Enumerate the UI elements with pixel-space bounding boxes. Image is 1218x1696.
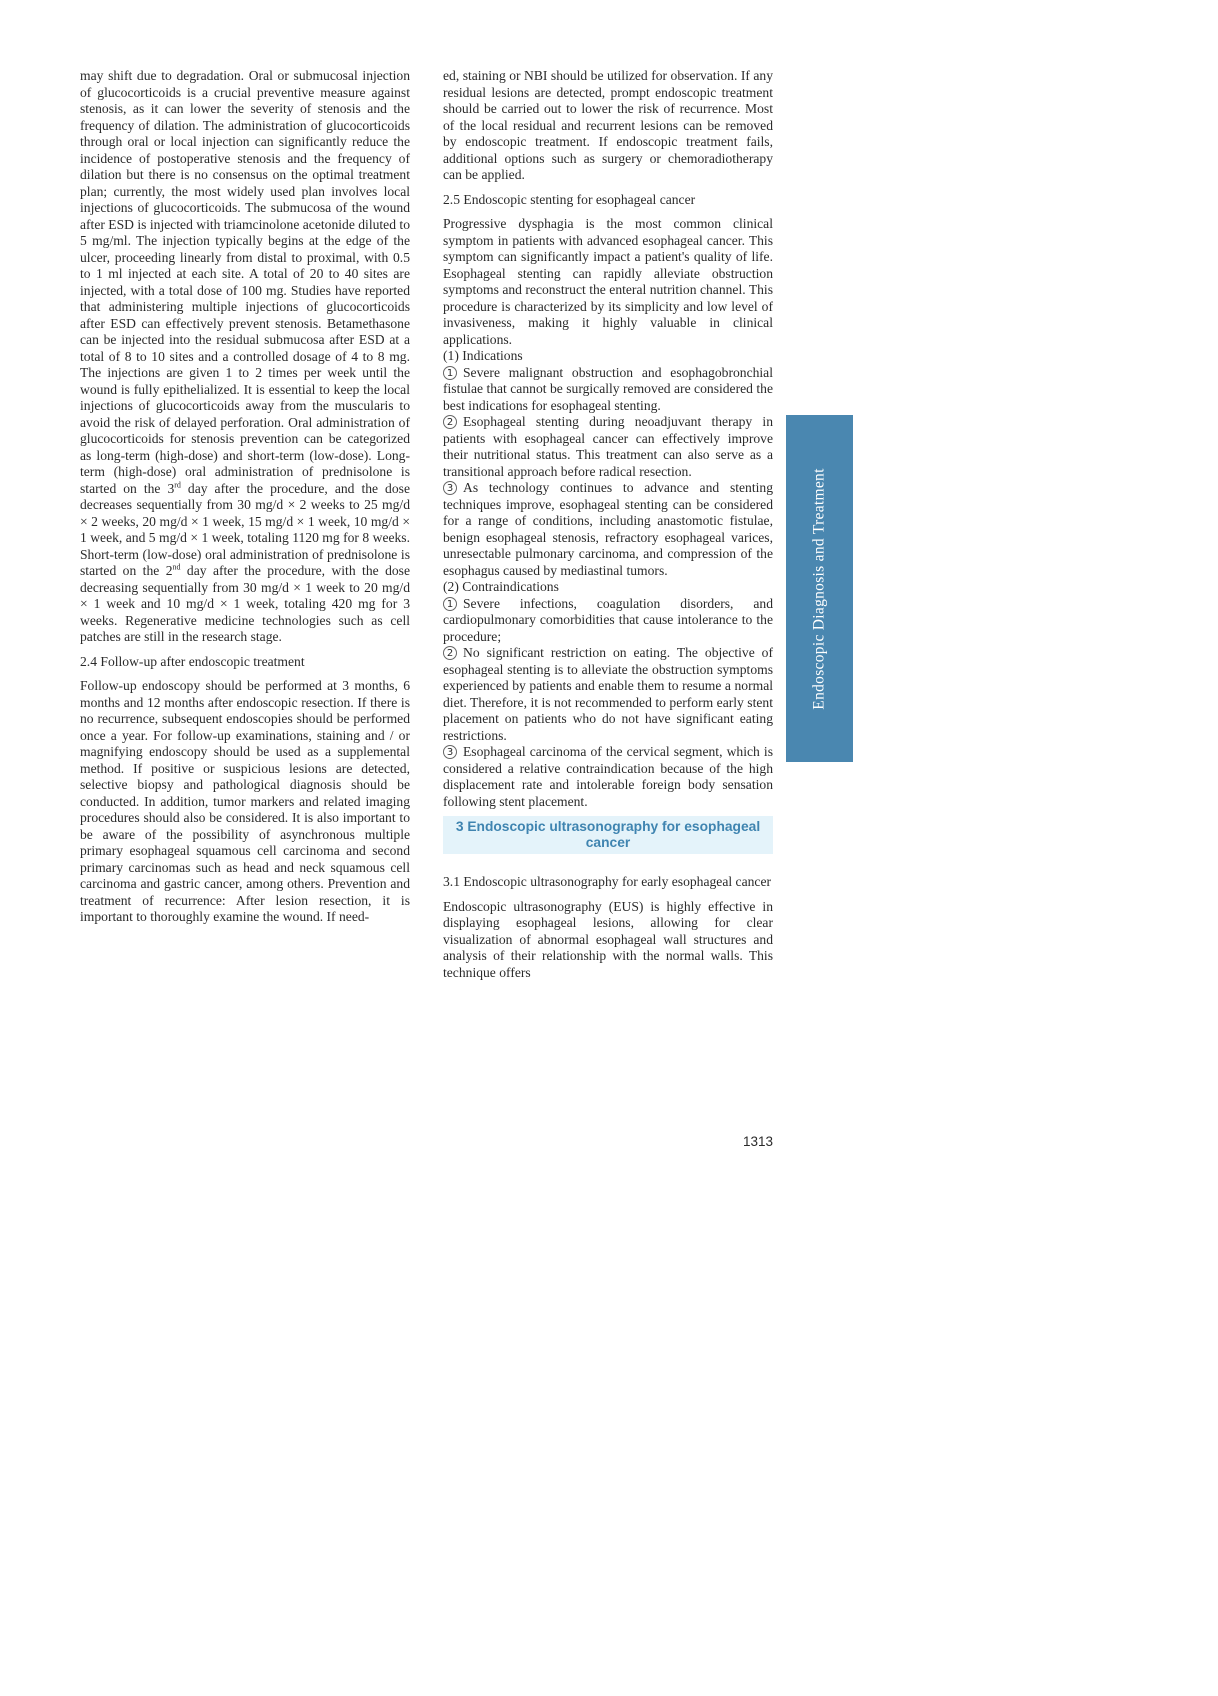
- contraindications-label: (2) Contraindications: [443, 579, 559, 594]
- circled-number-icon: 3: [443, 745, 457, 759]
- contraindication-item: 3 Esophageal carcinoma of the cervical segment, which is considered a relative contraindication because of the high displacement rate and intolerable foreign body sensation following stent placement.: [443, 744, 773, 809]
- contraindication-item: 2 No significant restriction on eating. The objective of esophageal stenting is to alleviate the obstruction symptoms experienced by patients and enable them to resume a normal diet. Therefore, it is not recommended to perform early stent placement on patients who do not have significant eating restrictions.: [443, 645, 773, 743]
- indication-item: 1 Severe malignant obstruction and esophagobronchial fistulae that cannot be surgically removed are considered the best indications for esophageal stenting.: [443, 364, 773, 413]
- side-tab-label: Endoscopic Diagnosis and Treatment: [810, 467, 828, 710]
- heading-2-5: 2.5 Endoscopic stenting for esophageal cancer: [443, 191, 696, 207]
- side-chapter-tab: [786, 415, 853, 762]
- page-number: 1313: [742, 1134, 773, 1149]
- section-3-heading: 3 Endoscopic ultrasonography for esophageal cancer: [443, 816, 773, 854]
- circled-number-icon: 2: [443, 646, 457, 660]
- paragraph-eus: Endoscopic ultrasonography (EUS) is highly effective in displaying esophageal lesions, allowing for clear visualization of abnormal esophageal wall structures and analysis of their relationship with the normal walls. This technique offers: [443, 898, 773, 980]
- right-column: [443, 68, 773, 981]
- circled-number-icon: 2: [443, 415, 457, 429]
- left-column: [80, 68, 410, 926]
- indication-item: 3 As technology continues to advance and stenting techniques improve, esophageal stenting can be considered for a range of conditions, including anastomotic fistulae, benign esophageal stenosis, refractory esophageal varices, unresectable pulmonary carcinoma, and compression of the esophagus caused by mediastinal tumors.: [443, 480, 773, 578]
- heading-2-4: 2.4 Follow-up after endoscopic treatment: [80, 653, 305, 669]
- contraindication-item: 1 Severe infections, coagulation disorders, and cardiopulmonary comorbidities that cause intolerance to the procedure;: [443, 595, 773, 644]
- circled-number-icon: 1: [443, 597, 457, 611]
- indications-label: (1) Indications: [443, 348, 523, 363]
- circled-number-icon: 3: [443, 481, 457, 495]
- heading-3-1: 3.1 Endoscopic ultrasonography for early esophageal cancer: [443, 874, 772, 889]
- indication-item: 2 Esophageal stenting during neoadjuvant therapy in patients with esophageal cancer can effectively improve their nutritional status. This treatment can also serve as a transitional approach before radical resection.: [443, 414, 773, 479]
- circled-number-icon: 1: [443, 366, 457, 380]
- paragraph-nbi: ed, staining or NBI should be utilized for observation. If any residual lesions are detected, prompt endoscopic treatment should be carried out to lower the risk of recurrence. Most of the local residual and recurrent lesions can be removed by endoscopic treatment. If endoscopic treatment fails, additional options such as surgery or chemoradiotherapy can be applied.: [443, 68, 773, 182]
- paragraph-follow-up: Follow-up endoscopy should be performed at 3 months, 6 months and 12 months after endoscopic resection. If there is no recurrence, subsequent endoscopies should be performed once a year. For follow-up examinations, staining and / or magnifying endoscopy should be used as a supplemental method. If positive or suspicious lesions are detected, selective biopsy and pathological diagnosis should be conducted. In addition, tumor markers and related imaging procedures should also be considered. It is also important to be aware of the possibility of asynchronous multiple primary esophageal squamous cell carcinoma and second primary carcinomas such as head and neck squamous cell carcinoma and gastric cancer, among others. Prevention and treatment of recurrence: After lesion resection, it is important to thoroughly examine the wound. If need-: [80, 678, 410, 924]
- paragraph-stenting-intro: Progressive dysphagia is the most common clinical symptom in patients with advanced esophageal cancer. This symptom can significantly impact a patient's quality of life. Esophageal stenting can rapidly alleviate obstruction symptoms and reconstruct the enteral nutrition channel. This procedure is characterized by its simplicity and low level of invasiveness, making it highly valuable in clinical applications.: [443, 216, 773, 347]
- paragraph-glucocorticoids: may shift due to degradation. Oral or submucosal injection of glucocorticoids is a crucial preventive measure against stenosis, as it can lower the severity of stenosis and the frequency of dilation. The administration of glucocorticoids through oral or local injection can significantly reduce the incidence of postoperative stenosis and the frequency of dilation but there is no consensus on the optimal treatment plan; currently, the most widely used plan involves local injections of glucocorticoids. The submucosa of the wound after ESD is injected with triamcinolone acetonide diluted to 5 mg/ml. The injection typically begins at the edge of the ulcer, proceeding linearly from distal to proximal, with 0.5 to 1 ml injected at each site. A total of 20 to 40 sites are injected, with a total dose of 100 mg. Studies have reported that administering multiple injections of glucocorticoids after ESD can effectively prevent stenosis. Betamethasone can be injected into the residual submucosa after ESD at a total of 8 to 10 sites and a controlled dosage of 4 to 8 mg. The injections are given 1 to 2 times per week until the wound is fully epithelialized. It is essential to keep the local injections of glucocorticoids away from the muscularis to avoid the risk of delayed perforation. Oral administration of glucocorticoids for stenosis prevention can be categorized as long-term (high-dose) and short-term (low-dose). Long-term (high-dose) oral administration of prednisolone is started on the 3rd day after the procedure, and the dose decreases sequentially from 30 mg/d × 2 weeks to 25 mg/d × 2 weeks, 20 mg/d × 1 week, 15 mg/d × 1 week, 10 mg/d × 1 week, and 5 mg/d × 1 week, totaling 1120 mg for 8 weeks. Short-term (low-dose) oral administration of prednisolone is started on the 2nd day after the procedure, with the dose decreasing sequentially from 30 mg/d × 1 week to 20 mg/d × 1 week and 10 mg/d × 1 week, totaling 420 mg for 3 weeks. Regenerative medicine technologies such as cell patches are still in the research stage.: [80, 68, 410, 644]
